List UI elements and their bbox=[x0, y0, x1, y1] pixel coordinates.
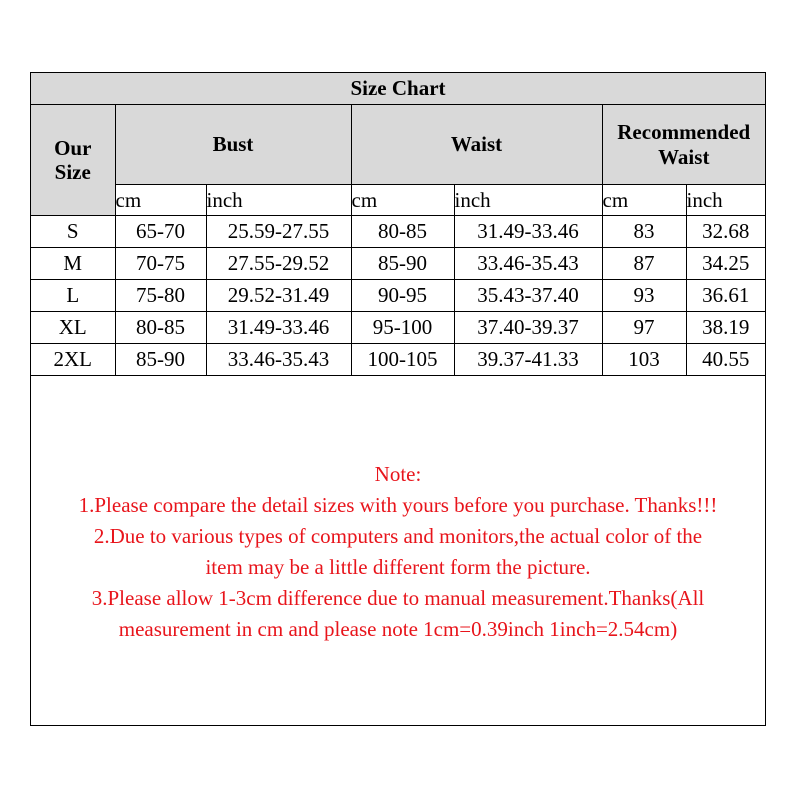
size-chart-frame bbox=[30, 72, 766, 726]
note-heading: Note: bbox=[374, 462, 422, 486]
waist-inch-cell: 31.49-33.46 bbox=[454, 216, 602, 248]
recommended-waist-header bbox=[602, 105, 765, 185]
bust-cm-cell: 80-85 bbox=[115, 312, 206, 344]
bust-inch-cell: 25.59-27.55 bbox=[206, 216, 351, 248]
recommended-waist-header-line-2: Waist bbox=[658, 144, 710, 169]
unit-waist-cm: cm bbox=[351, 185, 454, 216]
bust-inch-cell: 33.46-35.43 bbox=[206, 344, 351, 376]
recommended-cm-cell: 87 bbox=[602, 248, 686, 280]
waist-cm-cell: 95-100 bbox=[351, 312, 454, 344]
waist-inch-cell: 37.40-39.37 bbox=[454, 312, 602, 344]
unit-bust-cm: cm bbox=[115, 185, 206, 216]
waist-cm-cell: 85-90 bbox=[351, 248, 454, 280]
table-row bbox=[31, 248, 765, 280]
unit-waist-inch: inch bbox=[454, 185, 602, 216]
note-line: item may be a little different form the picture. bbox=[205, 555, 591, 579]
table-row bbox=[31, 216, 765, 248]
recommended-waist-header-line-1: Recommended bbox=[617, 120, 751, 145]
bust-header: Bust bbox=[115, 105, 351, 185]
size-cell: L bbox=[31, 280, 115, 312]
our-size-header bbox=[31, 105, 115, 216]
bust-inch-cell: 31.49-33.46 bbox=[206, 312, 351, 344]
note-block bbox=[31, 459, 765, 645]
chart-title: Size Chart bbox=[31, 73, 765, 105]
bust-cm-cell: 85-90 bbox=[115, 344, 206, 376]
our-size-header-line-1: Our bbox=[54, 135, 92, 160]
bust-cm-cell: 75-80 bbox=[115, 280, 206, 312]
recommended-inch-cell: 36.61 bbox=[686, 280, 765, 312]
waist-inch-cell: 33.46-35.43 bbox=[454, 248, 602, 280]
table-row bbox=[31, 312, 765, 344]
waist-inch-cell: 35.43-37.40 bbox=[454, 280, 602, 312]
waist-header: Waist bbox=[351, 105, 602, 185]
recommended-cm-cell: 93 bbox=[602, 280, 686, 312]
note-line: 3.Please allow 1-3cm difference due to manual measurement.Thanks(All bbox=[91, 586, 705, 610]
size-cell: M bbox=[31, 248, 115, 280]
unit-recommended-cm: cm bbox=[602, 185, 686, 216]
note-line: measurement in cm and please note 1cm=0.39inch 1inch=2.54cm) bbox=[118, 617, 678, 641]
bust-cm-cell: 70-75 bbox=[115, 248, 206, 280]
header-row bbox=[31, 105, 765, 185]
note-line: 1.Please compare the detail sizes with yours before you purchase. Thanks!!! bbox=[78, 493, 718, 517]
title-row bbox=[31, 73, 765, 105]
table-row bbox=[31, 280, 765, 312]
bust-inch-cell: 27.55-29.52 bbox=[206, 248, 351, 280]
note-line: 2.Due to various types of computers and monitors,the actual color of the bbox=[93, 524, 703, 548]
waist-cm-cell: 90-95 bbox=[351, 280, 454, 312]
size-cell: XL bbox=[31, 312, 115, 344]
recommended-inch-cell: 34.25 bbox=[686, 248, 765, 280]
recommended-cm-cell: 83 bbox=[602, 216, 686, 248]
our-size-header-line-2: Size bbox=[54, 160, 91, 184]
recommended-inch-cell: 40.55 bbox=[686, 344, 765, 376]
recommended-inch-cell: 32.68 bbox=[686, 216, 765, 248]
size-cell: 2XL bbox=[31, 344, 115, 376]
unit-bust-inch: inch bbox=[206, 185, 351, 216]
waist-inch-cell: 39.37-41.33 bbox=[454, 344, 602, 376]
table-row bbox=[31, 344, 765, 376]
size-cell: S bbox=[31, 216, 115, 248]
recommended-cm-cell: 97 bbox=[602, 312, 686, 344]
waist-cm-cell: 80-85 bbox=[351, 216, 454, 248]
unit-row bbox=[31, 185, 765, 216]
recommended-cm-cell: 103 bbox=[602, 344, 686, 376]
bust-inch-cell: 29.52-31.49 bbox=[206, 280, 351, 312]
bust-cm-cell: 65-70 bbox=[115, 216, 206, 248]
waist-cm-cell: 100-105 bbox=[351, 344, 454, 376]
recommended-inch-cell: 38.19 bbox=[686, 312, 765, 344]
size-chart-table bbox=[31, 73, 765, 376]
unit-recommended-inch: inch bbox=[686, 185, 765, 216]
